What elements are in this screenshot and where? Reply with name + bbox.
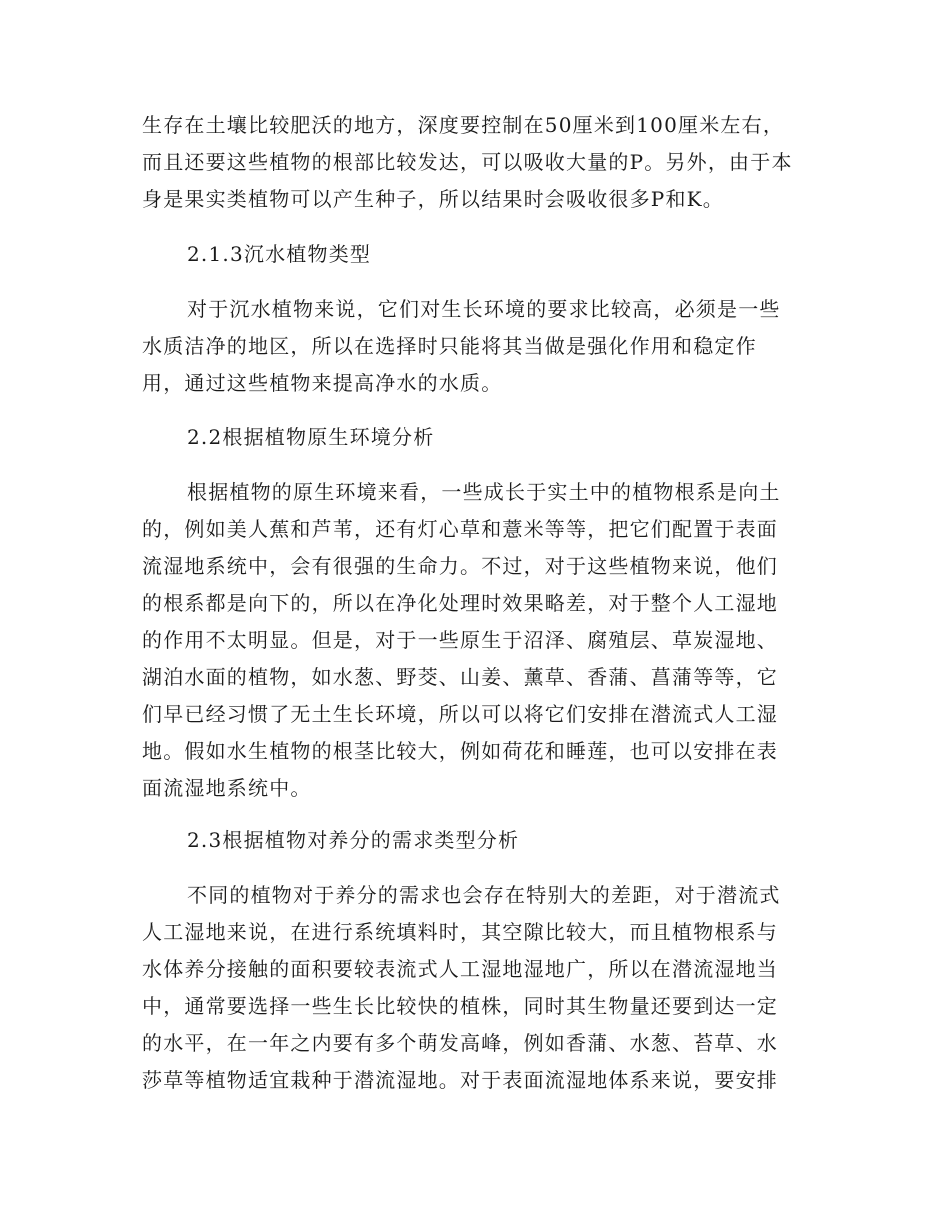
body-text-line: 中，通常要选择一些生长比较快的植株，同时其生物量还要到达一定 — [142, 994, 778, 1018]
body-text-line: 莎草等植物适宜栽种于潜流湿地。对于表面流湿地体系来说，要安排 — [142, 1068, 778, 1092]
body-text-line: 身是果实类植物可以产生种子，所以结果时会吸收很多P和K。 — [142, 187, 724, 211]
body-text-line: 的作用不太明显。但是，对于一些原生于沼泽、腐殖层、草炭湿地、 — [142, 628, 778, 652]
body-text-line: 水质洁净的地区，所以在选择时只能将其当做是强化作用和稳定作 — [142, 334, 757, 358]
body-text-line: 的水平，在一年之内要有多个萌发高峰，例如香蒲、水葱、苔草、水 — [142, 1031, 778, 1055]
body-text-line: 用，通过这些植物来提高净水的水质。 — [142, 371, 503, 395]
body-text-line: 而且还要这些植物的根部比较发达，可以吸收大量的P。另外，由于本 — [142, 150, 793, 174]
section-heading: 2.2根据植物原生环境分析 — [187, 425, 435, 449]
body-text-line: 流湿地系统中，会有很强的生命力。不过，对于这些植物来说，他们 — [142, 554, 778, 578]
body-text-line: 不同的植物对于养分的需求也会存在特别大的差距，对于潜流式 — [187, 883, 781, 907]
body-text-line: 根据植物的原生环境来看，一些成长于实土中的植物根系是向土 — [187, 480, 781, 504]
section-heading: 2.3根据植物对养分的需求类型分析 — [187, 828, 520, 852]
body-text-line: 面流湿地系统中。 — [142, 776, 312, 800]
body-text-line: 的根系都是向下的，所以在净化处理时效果略差，对于整个人工湿地 — [142, 591, 778, 615]
body-text-line: 的，例如美人蕉和芦苇，还有灯心草和薏米等等，把它们配置于表面 — [142, 517, 778, 541]
body-text-line: 人工湿地来说，在进行系统填料时，其空隙比较大，而且植物根系与 — [142, 920, 778, 944]
body-text-line: 水体养分接触的面积要较表流式人工湿地湿地广，所以在潜流湿地当 — [142, 957, 778, 981]
body-text-line: 湖泊水面的植物，如水葱、野茭、山姜、薰草、香蒲、菖蒲等等，它 — [142, 665, 778, 689]
body-text-line: 生存在土壤比较肥沃的地方，深度要控制在50厘米到100厘米左右， — [142, 113, 785, 137]
body-text-line: 们早已经习惯了无土生长环境，所以可以将它们安排在潜流式人工湿 — [142, 702, 778, 726]
section-heading: 2.1.3沉水植物类型 — [187, 242, 372, 266]
body-text-line: 对于沉水植物来说，它们对生长环境的要求比较高，必须是一些 — [187, 297, 781, 321]
body-text-line: 地。假如水生植物的根茎比较大，例如荷花和睡莲，也可以安排在表 — [142, 739, 778, 763]
